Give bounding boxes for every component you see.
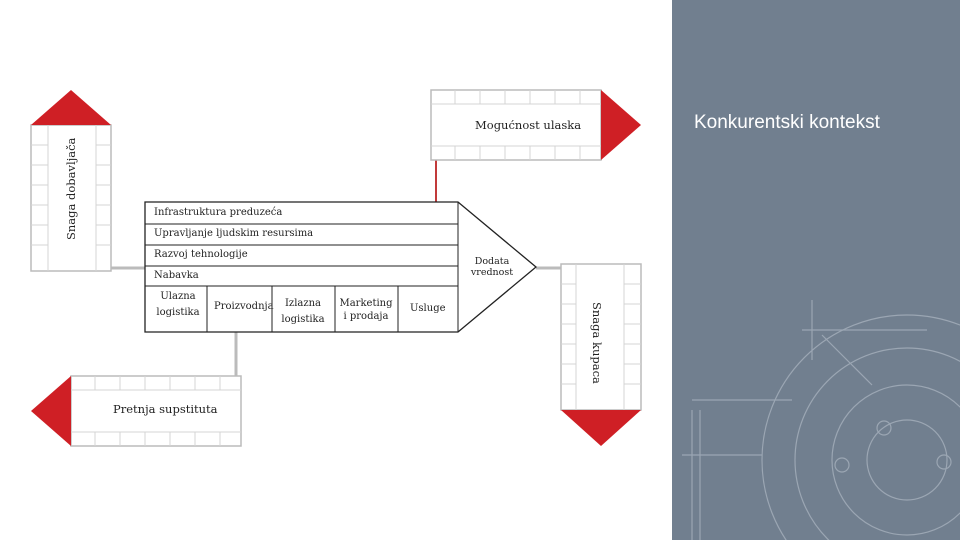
primary-activity-line: Izlazna <box>284 298 322 309</box>
margin-label <box>466 257 518 279</box>
primary-activity-operations: Proizvodnja <box>214 301 274 312</box>
support-activity-technology: Razvoj tehnologije <box>154 249 248 260</box>
primary-activity-outbound-logistics <box>278 298 328 325</box>
primary-activity-service: Usluge <box>410 303 446 314</box>
arrow-down-icon <box>561 410 641 446</box>
suppliers-force-label: Snaga dobavljača <box>64 137 78 240</box>
arrow-up-icon <box>31 90 111 125</box>
primary-activity-line: logistika <box>156 306 200 318</box>
substitutes-force-label: Pretnja supstituta <box>113 402 218 416</box>
support-activity-procurement: Nabavka <box>154 270 199 281</box>
side-panel <box>672 0 960 540</box>
margin-label-line: Dodata <box>474 256 510 267</box>
buyers-force-label: Snaga kupaca <box>590 302 604 384</box>
primary-activity-line: Marketing <box>339 298 393 309</box>
primary-activity-line: logistika <box>281 313 325 325</box>
slide-title: Konkurentski kontekst <box>694 112 880 133</box>
primary-activity-inbound-logistics <box>153 291 203 318</box>
arrow-left-icon <box>31 376 71 446</box>
gear-drawing-decoration <box>672 0 960 540</box>
primary-activity-line: i prodaja <box>343 310 389 322</box>
support-activity-hr: Upravljanje ljudskim resursima <box>154 228 314 239</box>
entrants-force-label: Mogućnost ulaska <box>475 118 582 132</box>
primary-activity-marketing-sales <box>339 298 393 322</box>
margin-label-line: vrednost <box>470 266 514 278</box>
primary-activity-line: Ulazna <box>160 291 196 302</box>
arrow-right-icon <box>601 90 641 160</box>
support-activity-infrastructure: Infrastruktura preduzeća <box>154 207 283 218</box>
